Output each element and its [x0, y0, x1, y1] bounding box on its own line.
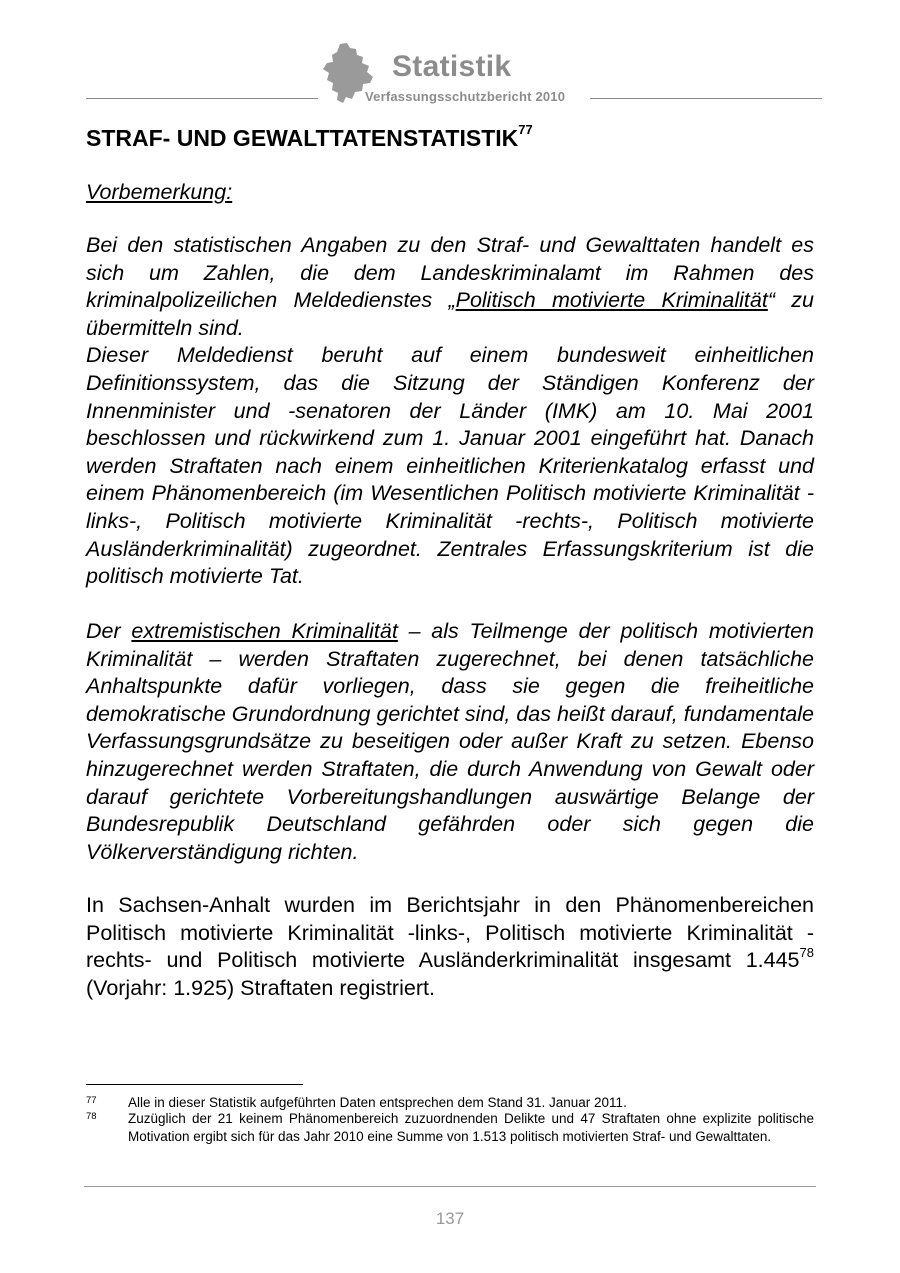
paragraph-summary — [86, 892, 814, 1002]
footnote-78 — [86, 1110, 814, 1146]
header-subtitle: Verfassungsschutzbericht 2010 — [365, 89, 566, 104]
pmk-term: Politisch motivierte Kriminalität — [455, 288, 768, 313]
footer-rule — [84, 1186, 816, 1187]
paragraph1-part2: “ zu übermitteln sind. — [86, 288, 815, 340]
header-title: Statistik — [392, 50, 512, 83]
page-number: 137 — [435, 1209, 465, 1228]
paragraph-definitions — [86, 232, 814, 591]
header-rule-left — [86, 98, 318, 99]
paragraph3-footnote-ref: 78 — [799, 945, 814, 961]
paragraph1-part3: Dieser Meldedienst beruht auf einem bundesweit einheitlichen Definitionssystem, das die Sitzung der Ständigen Konferenz der Innenminister und -senatoren der Länder (IMK) am 10. Mai 2001 beschlossen und rückwirkend zum 1. Januar 2001 eingeführt hat. Danach werden Straftaten nach einem einheitlichen Kriterienkatalog erfasst und einem Phänomenbereich (im Wesentlichen Politisch motivierte Kriminalität -links-, Politisch motivierte Kriminalität -rechts-, Politisch motivierte Ausländerkriminalität) zugeordnet. Zentrales Erfassungskriterium ist die politisch motivierte Tat. — [86, 343, 814, 589]
extremism-term: extremistischen Kriminalität — [131, 619, 398, 643]
paragraph2-part1: Der — [86, 619, 132, 643]
paragraph1-part1: Bei den statistischen Angaben zu den Straf- und Gewalttaten handelt es sich um Zahlen, die dem Landeskriminalamt im Rahmen des kriminalpolizeilichen Meldedienstes „ — [86, 233, 814, 313]
paragraph3-part1: In Sachsen-Anhalt wurden im Berichtsjahr in den Phänomenbereichen Politisch motivierte Kriminalität -links-, Politisch motivierte Kriminalität -rechts- und Politisch motivierte Ausländerkriminalität insgesamt 1.445 — [86, 893, 814, 973]
footnote-text: Alle in dieser Statistik aufgeführten Daten entsprechen dem Stand 31. Januar 2011. — [128, 1095, 627, 1110]
section-heading — [86, 122, 533, 152]
page-header — [86, 40, 822, 104]
paragraph2-part2: – als Teilmenge der politisch motivierten Kriminalität – werden Straftaten zugerechnet, bei denen tatsächliche Anhaltspunkte dafür vorliegen, dass sie gegen die freiheitliche demokratische Grundordnung gerichtet sind, das heißt darauf, fundamentale Verfassungsgrundsätze zu beseitigen oder außer Kraft zu setzen. Ebenso hinzugerechnet werden Straftaten, die durch Anwendung von Gewalt oder darauf gerichtete Vorbereitungshandlungen auswärtige Belange der Bundesrepublik Deutschland gefährden oder sich gegen die Völkerverständigung richten. — [86, 619, 814, 864]
paragraph-extremism — [86, 618, 814, 866]
footnote-number: 77 — [86, 1095, 97, 1106]
preface-label: Vorbemerkung: — [86, 180, 233, 204]
section-heading-text: STRAF- UND GEWALTTATENSTATISTIK — [86, 125, 519, 151]
heading-footnote-ref: 77 — [518, 122, 533, 138]
paragraph3-part2: (Vorjahr: 1.925) Straftaten registriert. — [86, 975, 435, 1000]
footnote-separator — [86, 1084, 303, 1085]
footnote-text: Zuzüglich der 21 keinem Phänomenbereich zuzuordnenden Delikte und 47 Straftaten ohne explizite politische Motivation ergibt sich für das Jahr 2010 eine Summe von 1.513 politisch motivierten Straf- und Gewalttaten. — [128, 1111, 814, 1144]
footnote-number: 78 — [86, 1111, 97, 1122]
header-rule-right — [590, 98, 822, 99]
